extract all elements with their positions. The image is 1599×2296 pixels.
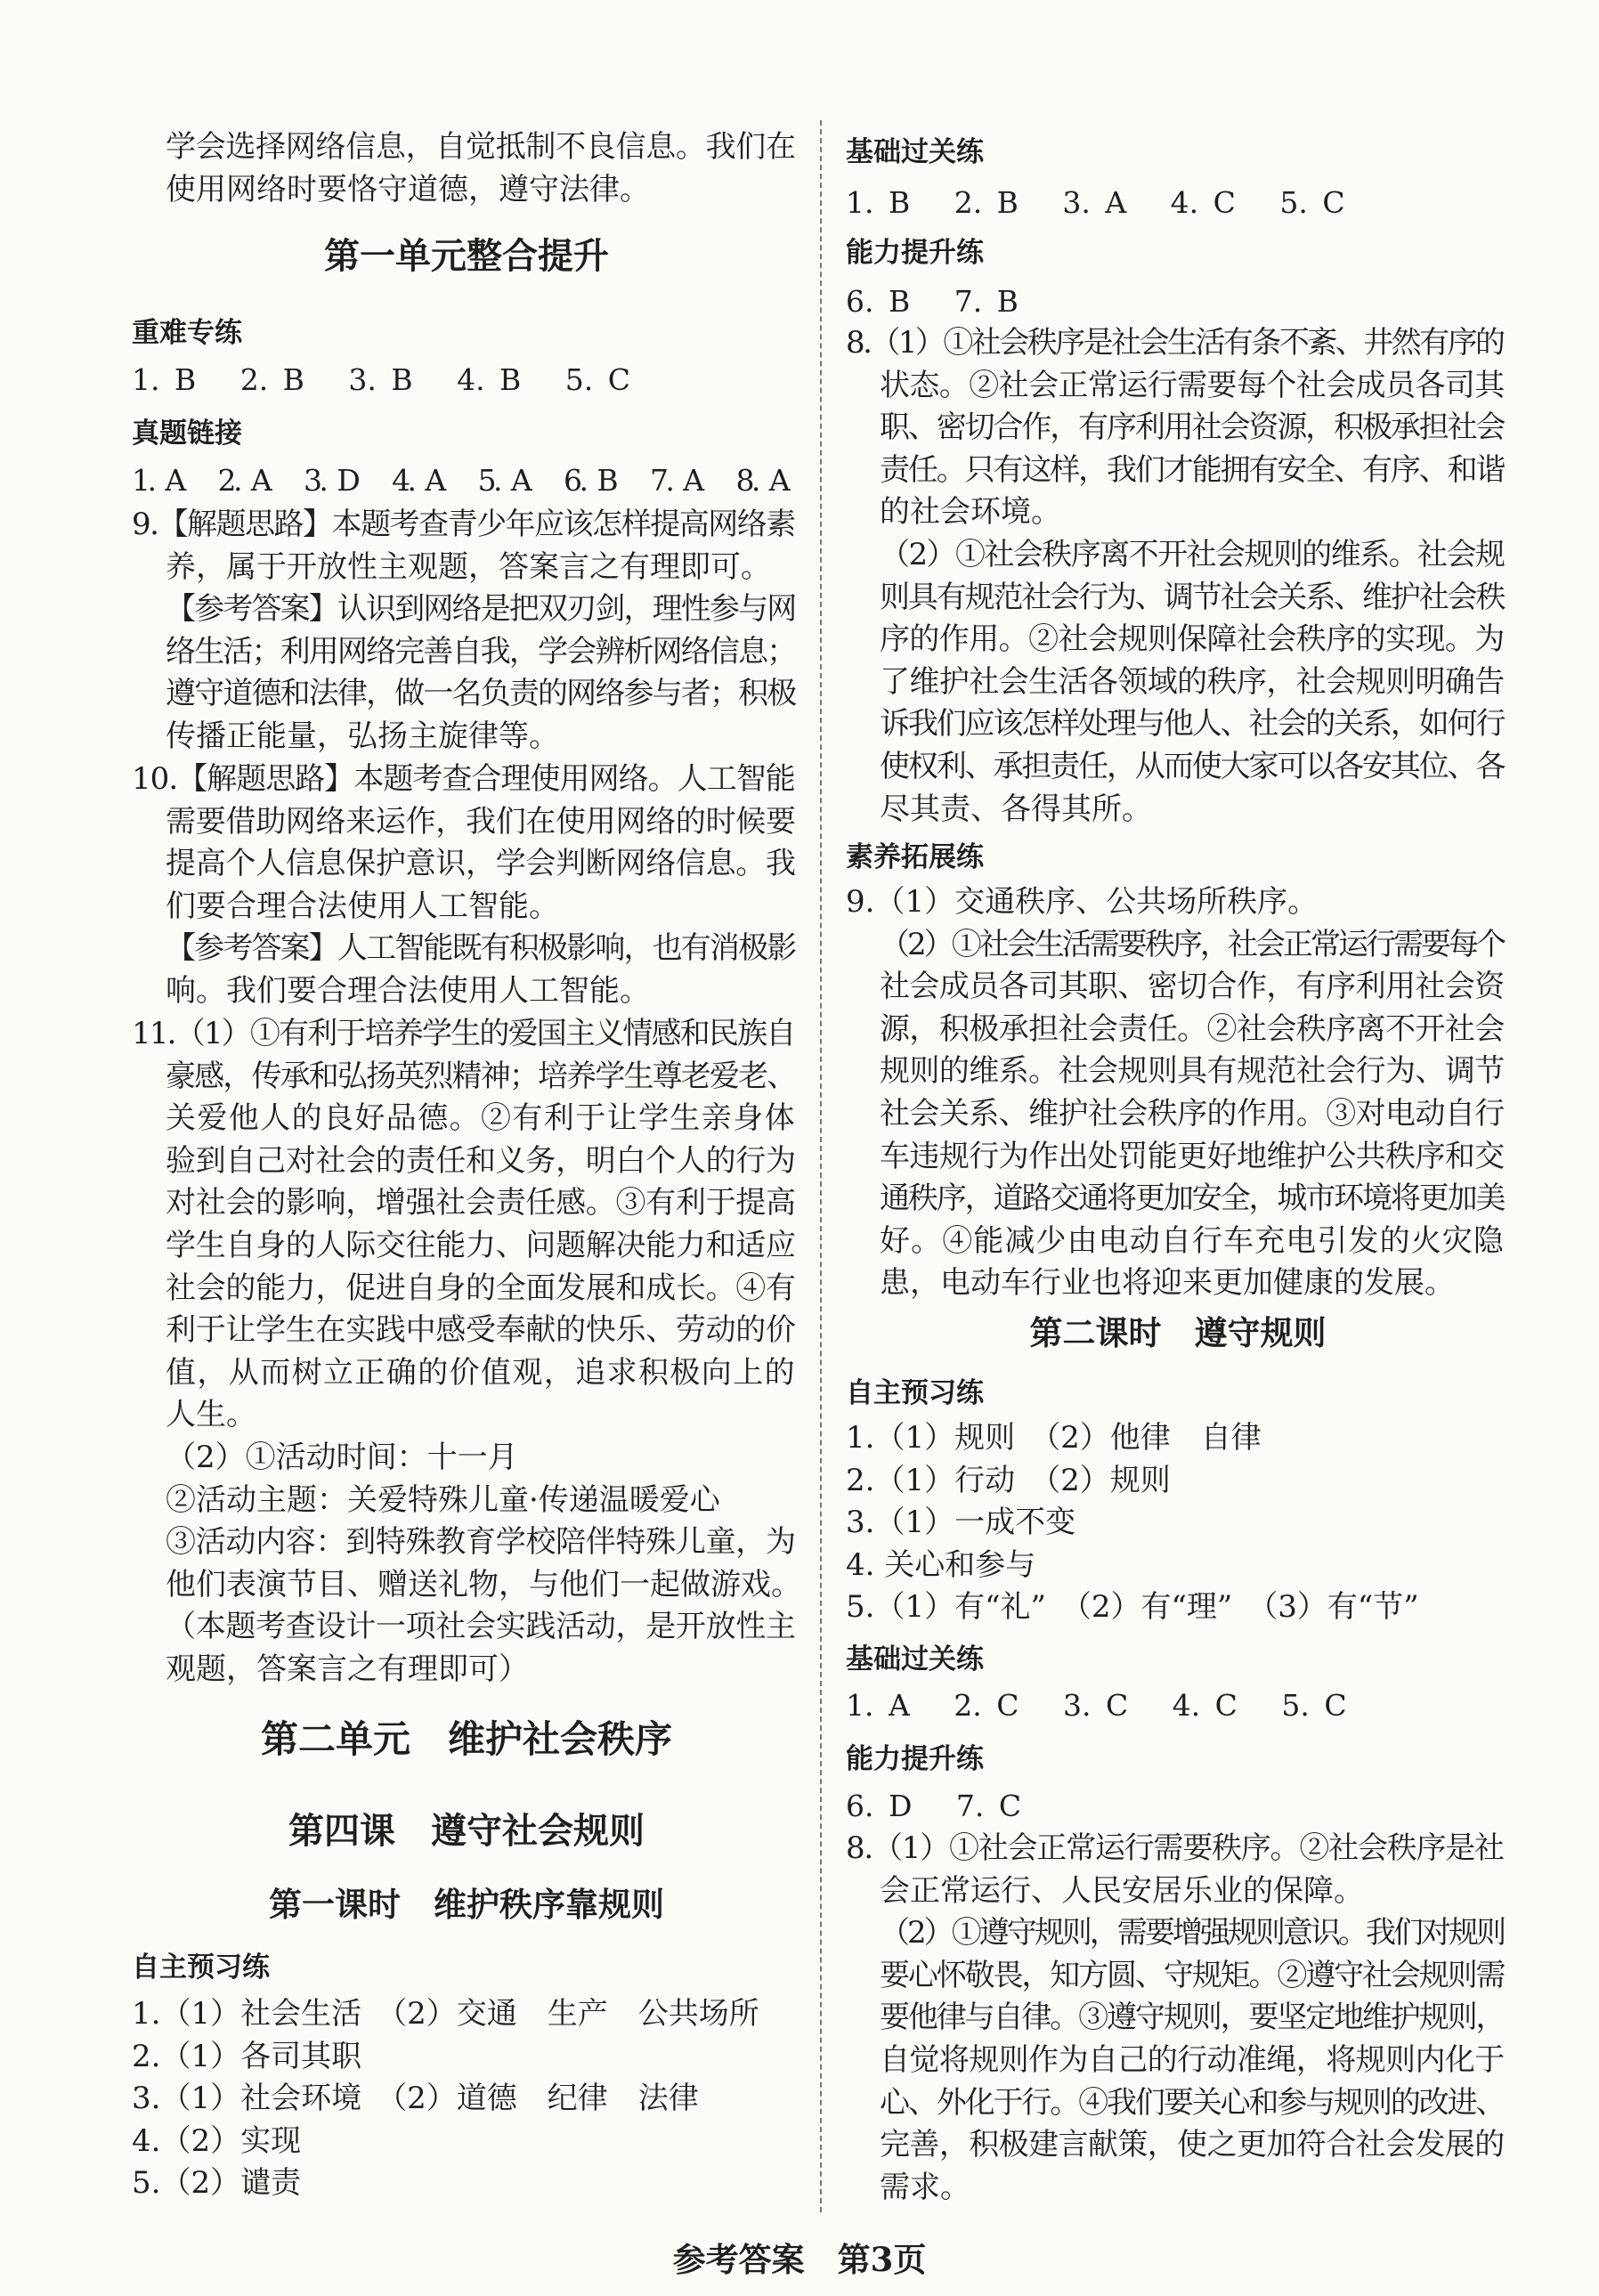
text-line	[132, 1268, 801, 1310]
text-line	[846, 1828, 1510, 1870]
text-line	[846, 1586, 1510, 1629]
section-heading-zhenti: 真题链接	[132, 418, 242, 450]
text-line-content: 9.【解题思路】本题考查青少年应该怎样提高网络素	[132, 507, 795, 542]
text-line	[846, 577, 1510, 620]
text-line	[846, 1093, 1510, 1136]
text-line	[132, 2036, 801, 2079]
text-line	[846, 1912, 1510, 1955]
text-line-content: 学生自身的人际交往能力、问题解决能力和适应	[166, 1227, 796, 1263]
text-line	[132, 1480, 801, 1522]
text-line-content: 他们表演节目、赠送礼物，与他们一起做游戏。	[166, 1566, 801, 1602]
section-heading-zizhu: 自主预习练	[132, 1951, 270, 1984]
text-line-content: 使权利、承担责任，从而使大家可以各安其位、各	[880, 748, 1505, 784]
text-line-content: 心、外化于行。④我们要关心和参与规则的改进、	[880, 2084, 1505, 2121]
text-line-content: 8.（1）①社会正常运行需要秩序。②社会秩序是社	[846, 1830, 1504, 1866]
text-line-content: 2.（1）行动 （2）规则	[846, 1462, 1171, 1498]
text-line	[846, 1502, 1510, 1545]
lesson4-title: 第四课 遵守社会规则	[288, 1811, 645, 1852]
column-divider	[820, 120, 822, 2212]
answers-jichu-2: 1. A 2. C 3. C 4. C 5. C	[846, 1688, 1347, 1723]
question-8-second	[846, 1828, 1510, 2209]
text-line	[132, 801, 801, 844]
text-line	[846, 1009, 1510, 1051]
text-line-content: 养，属于开放性主观题，答案言之有理即可。	[166, 548, 771, 585]
question-9	[132, 504, 801, 759]
text-line-content: 患，电动车行业也将迎来更加健康的发展。	[880, 1265, 1455, 1302]
text-line	[846, 1221, 1510, 1263]
section-heading-nengli: 能力提升练	[846, 237, 984, 269]
answers-zhenti: 1. A 2. A 3. D 4. A 5. A 6. B 7. A 8. A	[132, 463, 788, 498]
page-footer: 参考答案 第3页	[672, 2240, 927, 2279]
text-line	[846, 1545, 1510, 1587]
text-line-content: 利于让学生在实践中感受奉献的快乐、劳动的价	[166, 1312, 796, 1349]
text-line	[132, 1606, 801, 1649]
text-line-content: ③活动内容：到特殊教育学校陪伴特殊儿童，为	[166, 1524, 796, 1561]
text-line-content: 车违规行为作出处罚能更好地维护公共秩序和交	[880, 1138, 1505, 1174]
text-line	[846, 789, 1510, 832]
text-line-content: ②活动主题：关爱特殊儿童·传递温暖爱心	[166, 1481, 720, 1518]
text-line-content: 络生活；利用网络完善自我，学会辨析网络信息；	[166, 633, 796, 669]
text-line	[132, 547, 801, 589]
text-line	[132, 716, 801, 759]
text-line	[846, 703, 1510, 746]
text-line	[846, 746, 1510, 789]
text-line-content: （本题考查设计一项社会实践活动，是开放性主	[166, 1609, 796, 1645]
text-line-content: 完善，积极建言献策，使之更加符合社会发展的	[880, 2127, 1505, 2163]
text-line-content: 社会成员各司其职、密切合作，有序利用社会资	[880, 969, 1505, 1005]
text-line-content: 规则的维系。社会规则具有规范社会行为、调节	[880, 1053, 1505, 1090]
section-heading-suyang: 素养拓展练	[846, 841, 984, 873]
text-line-content: 提高个人信息保护意识，学会判断网络信息。我	[166, 846, 796, 882]
text-line-content: 5.（2）谴责	[132, 2165, 302, 2202]
text-line	[846, 1262, 1510, 1305]
text-line	[132, 1225, 801, 1268]
text-line	[132, 1521, 801, 1564]
text-line	[132, 886, 801, 929]
section-heading-zizhu-right: 自主预习练	[846, 1377, 984, 1409]
answers-zhongnan: 1. B 2. B 3. B 4. B 5. C	[132, 362, 631, 397]
text-line-content: 对社会的影响，增强社会责任感。③有利于提高	[166, 1185, 796, 1221]
text-line	[846, 491, 1510, 534]
text-line-content: 3.（1）一成不变	[846, 1505, 1076, 1541]
text-line	[846, 1178, 1510, 1221]
text-line-content: 源，积极承担社会责任。②社会秩序离不开社会	[880, 1010, 1505, 1047]
text-line	[846, 619, 1510, 661]
zizhu-answers-right	[846, 1417, 1510, 1629]
text-line	[846, 1051, 1510, 1093]
text-line-content: 10.【解题思路】本题考查合理使用网络。人工智能	[132, 761, 795, 797]
text-line	[132, 759, 801, 801]
text-line	[132, 1993, 801, 2036]
unit2-title: 第二单元 维护社会秩序	[260, 1717, 672, 1761]
text-line-content: 使用网络时要恪守道德，遵守法律。	[166, 171, 650, 207]
text-line	[846, 322, 1510, 365]
text-line-content: 的社会环境。	[880, 494, 1061, 531]
text-line	[846, 2167, 1510, 2210]
text-line	[846, 450, 1510, 492]
text-line-content: 豪感，传承和弘扬英烈精神；培养学生尊老爱老、	[166, 1058, 796, 1094]
text-line-content: 会正常运行、人民安居乐业的保障。	[880, 1872, 1364, 1909]
text-line-content: 11.（1）①有利于培养学生的爱国主义情感和民族自	[132, 1016, 795, 1051]
text-line	[846, 661, 1510, 704]
text-line-content: 序的作用。②社会规则保障社会秩序的实现。为	[880, 621, 1505, 658]
text-line	[132, 169, 801, 212]
text-line-content: （2）①社会生活需要秩序，社会正常运行需要每个	[880, 926, 1505, 962]
text-line	[846, 924, 1510, 967]
text-line	[846, 2124, 1510, 2167]
answers-nengli: 6. B 7. B	[846, 284, 1019, 319]
text-line	[132, 588, 801, 631]
text-line	[132, 2162, 801, 2205]
text-line-content: 人生。	[166, 1397, 256, 1433]
text-line-content: 【参考答案】认识到网络是把双刃剑，理性参与网	[166, 591, 796, 628]
text-line-content: 则具有规范社会行为、调节社会关系、维护社会秩	[880, 579, 1505, 615]
text-line-content: 5.（1）有“礼” （2）有“理” （3）有“节”	[846, 1589, 1419, 1626]
question-10	[132, 759, 801, 1013]
period2-title: 第二课时 遵守规则	[1029, 1314, 1327, 1352]
text-line-content: 通秩序，道路交通将更加安全，城市环境将更加美	[880, 1180, 1505, 1217]
text-line	[846, 1997, 1510, 2040]
text-line	[846, 881, 1510, 924]
text-line-content: 1.（1）规则 （2）他律 自律	[846, 1420, 1262, 1456]
text-line	[132, 631, 801, 674]
text-line	[132, 1649, 801, 1692]
text-line	[132, 2121, 801, 2163]
text-line	[132, 126, 801, 169]
question-9-right	[846, 881, 1510, 1305]
question-8	[846, 322, 1510, 831]
intro-paragraph	[132, 126, 801, 211]
answers-nengli-2: 6. D 7. C	[846, 1789, 1022, 1823]
text-line	[132, 1564, 801, 1607]
text-line	[846, 2040, 1510, 2082]
text-line	[846, 1870, 1510, 1913]
text-line	[132, 1310, 801, 1352]
text-line-content: 验到自己对社会的责任和义务，明白个人的行为	[166, 1142, 796, 1179]
text-line	[132, 1352, 801, 1395]
text-line-content: 社会关系、维护社会秩序的作用。③对电动自行	[880, 1095, 1505, 1132]
text-line-content: 4.（2）实现	[132, 2122, 302, 2159]
text-line-content: 观题，答案言之有理即可）	[166, 1651, 529, 1687]
text-line-content: 关爱他人的良好品德。②有利于让学生亲身体	[166, 1100, 796, 1137]
answers-jichu: 1. B 2. B 3. A 4. C 5. C	[846, 185, 1345, 220]
text-line-content: （2）①遵守规则，需要增强规则意识。我们对规则	[880, 1915, 1505, 1951]
text-line-content: 责任。只有这样，我们才能拥有安全、有序、和谐	[880, 451, 1505, 488]
period1-title: 第一课时 维护秩序靠规则	[269, 1886, 664, 1924]
question-11	[132, 1013, 801, 1692]
text-line-content: 4. 关心和参与	[846, 1546, 1036, 1583]
text-line-content: 状态。②社会正常运行需要每个社会成员各司其	[880, 367, 1505, 403]
text-line	[132, 1098, 801, 1140]
unit1-summary-title: 第一单元整合提升	[324, 236, 609, 277]
section-heading-jichu: 基础过关练	[846, 136, 984, 168]
text-line-content: 尽其责、各得其所。	[880, 791, 1152, 827]
zizhu-answers	[132, 1993, 801, 2205]
text-line	[846, 2082, 1510, 2125]
text-line-content: 值，从而树立正确的价值观，追求积极向上的	[166, 1354, 796, 1391]
text-line	[132, 928, 801, 970]
text-line-content: 响。我们要合理合法使用人工智能。	[166, 972, 650, 1009]
text-line	[132, 1182, 801, 1225]
text-line	[132, 673, 801, 716]
text-line	[846, 1417, 1510, 1460]
text-line-content: 自觉将规则作为自己的行动准绳，将规则内化于	[880, 2041, 1505, 2078]
text-line-content: 学会选择网络信息，自觉抵制不良信息。我们在	[166, 129, 796, 165]
text-line-content: 们要合理合法使用人工智能。	[166, 888, 559, 924]
text-line-content: 好。④能减少由电动自行车充电引发的火灾隐	[880, 1222, 1505, 1259]
text-line	[132, 1056, 801, 1099]
text-line	[846, 534, 1510, 577]
text-line-content: （2）①活动时间：十一月	[166, 1439, 518, 1475]
text-line-content: 需求。	[880, 2169, 970, 2205]
text-line	[846, 407, 1510, 450]
text-line-content: 传播正能量，弘扬主旋律等。	[166, 718, 559, 754]
text-line-content: 3.（1）社会环境 （2）道德 纪律 法律	[132, 2081, 699, 2117]
section-heading-nengli-2: 能力提升练	[846, 1743, 984, 1775]
text-line-content: 要他律与自律。③遵守规则，要坚定地维护规则，	[880, 2000, 1505, 2036]
text-line-content: 职、密切合作，有序利用社会资源，积极承担社会	[880, 410, 1505, 446]
text-line	[132, 504, 801, 547]
text-line-content: 社会的能力，促进自身的全面发展和成长。④有	[166, 1270, 796, 1306]
text-line-content: （2）①社会秩序离不开社会规则的维系。社会规	[880, 536, 1505, 572]
text-line	[132, 1437, 801, 1480]
text-line	[846, 1460, 1510, 1503]
text-line-content: 诉我们应该怎样处理与他人、社会的关系，如何行	[880, 706, 1505, 742]
text-line	[846, 365, 1510, 408]
text-line-content: 要心怀敬畏，知方圆、守规矩。②遵守社会规则需	[880, 1957, 1505, 1993]
text-line-content: 8.（1）①社会秩序是社会生活有条不紊、井然有序的	[846, 325, 1504, 361]
text-line-content: 需要借助网络来运作，我们在使用网络的时候要	[166, 803, 796, 840]
text-line-content: 【参考答案】人工智能既有积极影响，也有消极影	[166, 930, 796, 967]
text-line-content: 1.（1）社会生活 （2）交通 生产 公共场所	[132, 1996, 759, 2032]
text-line	[846, 1136, 1510, 1179]
text-line	[132, 1394, 801, 1437]
text-line-content: 了维护社会生活各领域的秩序，社会规则明确告	[880, 663, 1505, 700]
text-line-content: 9.（1）交通秩序、公共场所秩序。	[846, 884, 1319, 920]
text-line	[846, 1955, 1510, 1998]
section-heading-jichu-2: 基础过关练	[846, 1643, 984, 1675]
text-line	[132, 1140, 801, 1183]
text-line-content: 遵守道德和法律，做一名负责的网络参与者；积极	[166, 676, 796, 712]
text-line	[132, 843, 801, 886]
text-line	[132, 2078, 801, 2121]
section-heading-zhongnan: 重难专练	[132, 317, 242, 349]
text-line	[132, 1013, 801, 1056]
text-line-content: 2.（1）各司其职	[132, 2038, 362, 2074]
text-line	[846, 966, 1510, 1009]
text-line	[132, 970, 801, 1013]
